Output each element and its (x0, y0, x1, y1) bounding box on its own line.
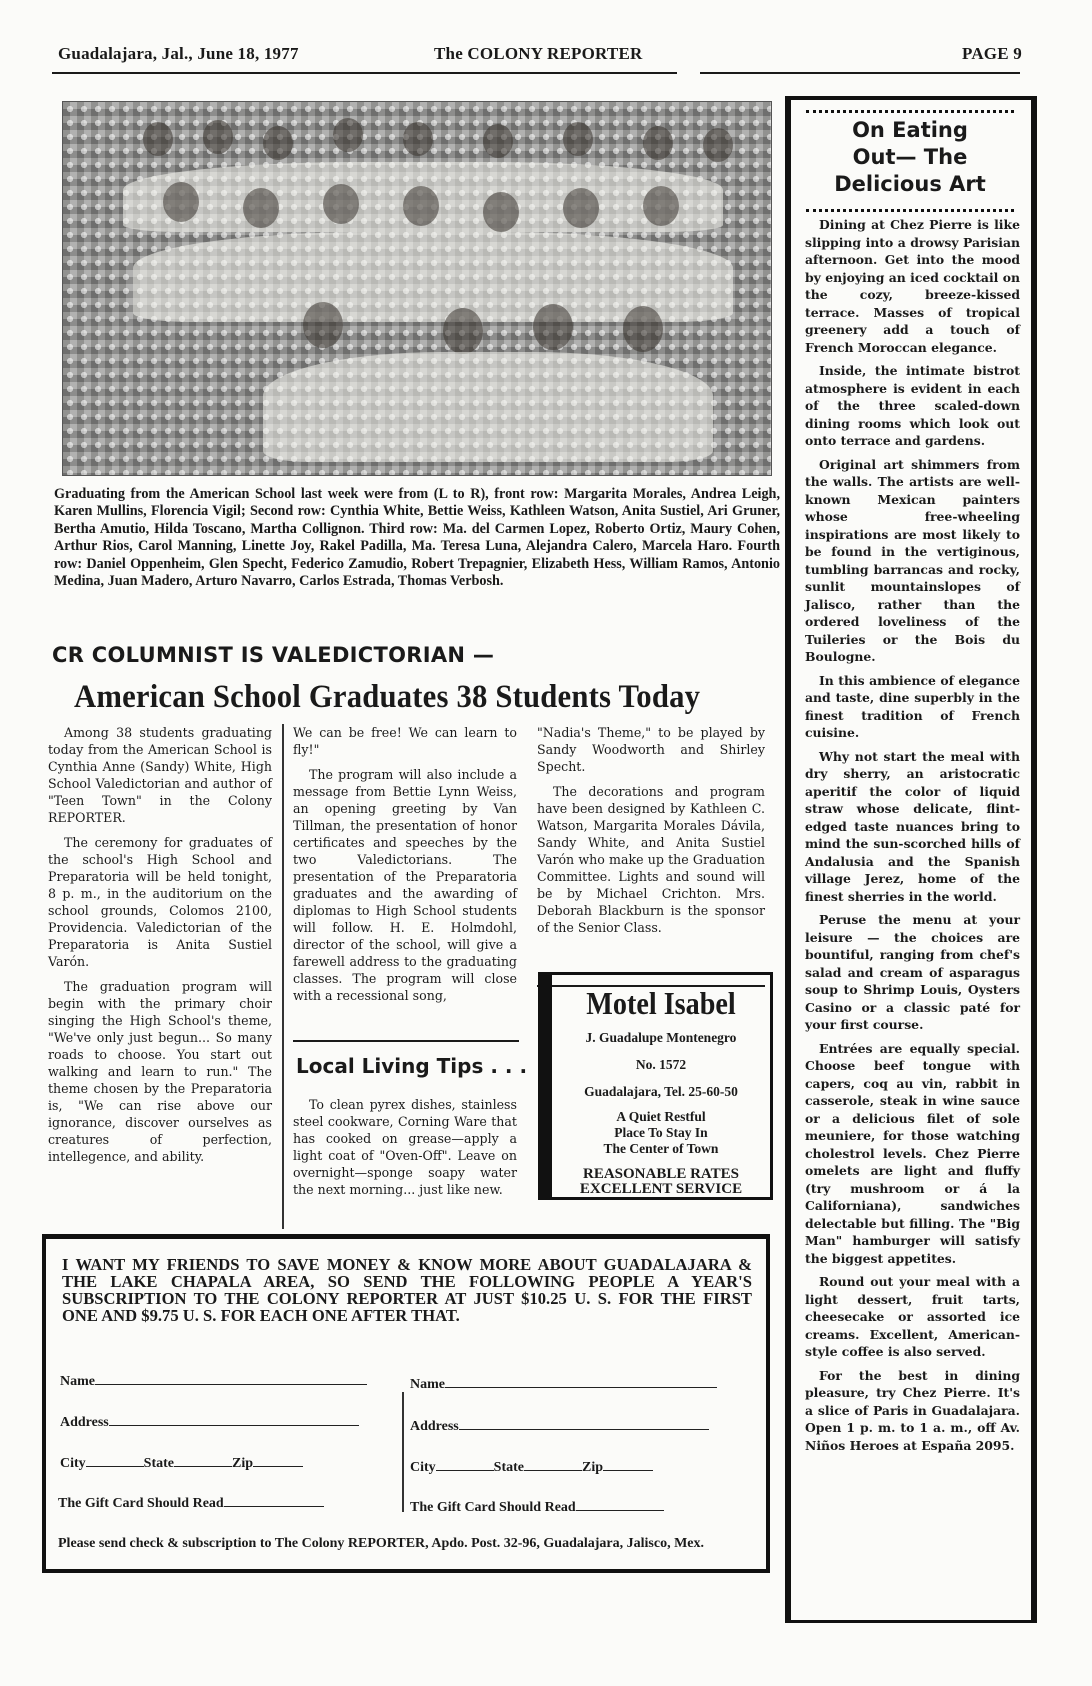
paragraph: We can be free! We can learn to fly!" (293, 725, 517, 757)
paragraph: Dining at Chez Pierre is like slipping into a drowsy Parisian afternoon. Get into the mood by enjoying an iced cocktail on the cozy, breeze-kissed terrace. Masses of tropical greenery add a touch of French Moroccan elegance. (805, 217, 1020, 355)
zip-label: Zip (582, 1460, 604, 1475)
gift-card-label: The Gift Card Should Read (58, 1496, 224, 1511)
paragraph: In this ambience of elegance and taste, dine superbly in the finest tradition of French cuisine. (805, 672, 1020, 740)
state-label: State (143, 1456, 174, 1471)
motel-tagline-3: The Center of Town (603, 1141, 719, 1156)
paragraph: "Nadia's Theme," to be played by Sandy Woodworth and Shirley Specht. (537, 725, 765, 774)
recipient-1-address-row (60, 1413, 359, 1431)
recipient-2-gift-card-row (410, 1498, 664, 1516)
recipient-1-name-row (60, 1372, 367, 1390)
motel-street: J. Guadalupe Montenegro (585, 1030, 737, 1045)
recipient-1-zip-field[interactable] (253, 1454, 303, 1467)
column-divider (282, 724, 284, 1229)
subscription-lead: I WANT MY FRIENDS TO SAVE MONEY & KNOW MORE ABOUT GUADALAJARA & THE LAKE CHAPALA AREA, SO SEND THE FOLLOWING PEOPLE A YEAR'S SUBSCRIPTION TO THE COLONY REPORTER AT JUST $10.25 U. S. FOR THE FIRST ONE AND $9.75 U. S. FOR EACH ONE AFTER THAT. (62, 1255, 752, 1325)
title-line: Delicious Art (834, 172, 986, 196)
motel-phone: Guadalajara, Tel. 25-60-50 (584, 1084, 738, 1099)
article-headline: American School Graduates 38 Students Today (74, 679, 701, 715)
page-number: PAGE 9 (962, 44, 1022, 63)
zip-label: Zip (232, 1456, 254, 1471)
city-label: City (410, 1460, 436, 1475)
motel-number: No. 1572 (635, 1057, 687, 1072)
city-label: City (60, 1456, 86, 1471)
name-label: Name (410, 1377, 445, 1392)
paragraph: The decorations and program have been designed by Kathleen C. Watson, Margarita Morales Dávila, Sandy White, and Anita Sustiel Varón who make up the Graduation Committee. Lights and sound will be by Michael Crichton. Mrs. Deborah Blackburn is the sponsor of the Senior Class. (537, 784, 765, 935)
motel-rates: REASONABLE RATES (582, 1166, 739, 1182)
motel-service: EXCELLENT SERVICE (579, 1181, 743, 1197)
address-label: Address (410, 1419, 459, 1434)
paragraph: Entrées are equally special. Choose beef tongue with capers, coq au vin, rabbit in casserole, steak in wine sauce or a delicious filet of sole meuniere, for those watching cholestrol levels. Chez Pierre omelets are light and fluffy (try mushroom or á la Californiana), sandwiches delectable but filling. The "Big Man" hamburger will satisfy the biggest appetites. (805, 1040, 1020, 1266)
paragraph: The program will also include a message from Bettie Lynn Weiss, an opening greeting by Van Tillman, the presentation of honor certificates and speeches by the two Valedictorians. The presentation of the Preparatoria graduates and the awarding of diplomas to High School students will follow. H. E. Holmdohl, director of the school, will give a farewell address to the graduating classes. The program will close with a recessional song, (293, 767, 517, 1003)
title-line: On Eating (852, 118, 968, 142)
recipient-2-state-field[interactable] (524, 1458, 582, 1471)
article-column-3 (537, 724, 765, 944)
recipient-2-city-field[interactable] (436, 1458, 494, 1471)
paragraph: Among 38 students graduating today from the American School is Cynthia Anne (Sandy) White, High School Valedictorian and author of "Teen Town" in the Colony REPORTER. (48, 725, 272, 825)
tips-rule (293, 1040, 519, 1042)
paragraph: The graduation program will begin with the primary choir singing the High School's theme, "We've only just begun... So many roads to choose. You start out walking and learn to run." The theme chosen by the Preparatoria is, "We can rise above our ignorance, discover ourselves as creatures of perfection, intellegence, and ability. (48, 979, 272, 1164)
gift-card-label: The Gift Card Should Read (410, 1500, 576, 1515)
recipient-1-address-field[interactable] (109, 1413, 359, 1426)
state-label: State (493, 1460, 524, 1475)
article-column-2 (293, 724, 517, 1012)
address-label: Address (60, 1415, 109, 1430)
recipient-1-city-row (60, 1454, 303, 1472)
recipient-2-name-field[interactable] (445, 1375, 717, 1388)
class-photo (62, 101, 772, 476)
paragraph: The ceremony for graduates of the school's High School and Preparatoria will be held tonight, 8 p. m., in the auditorium on the school grounds, Colomos 2100, Providencia. Valedictorian of the Preparatoria is Anita Sustiel Varón. (48, 835, 272, 969)
paragraph: Round out your meal with a light dessert, fruit tarts, cheesecake or assorted ice creams. Excellent, American-style coffee is also served. (805, 1274, 1020, 1359)
photo-caption: Graduating from the American School last week were from (L to R), front row: Margarita Morales, Andrea Leigh, Karen Mullins, Florencia Vigil; Second row: Cynthia White, Bettie Weiss, Kathleen Watson, Anita Sustiel, Ari Gruner, Bertha Amutio, Hilda Toscano, Martha Collignon. Third row: Ma. del Carmen Lopez, Roberto Ortiz, Maury Cohen, Arthur Rios, Carol Manning, Linette Joy, Rakel Padilla, Ma. Teresa Luna, Alejandra Calero, Marcela Haro. Fourth row: Daniel Oppenheim, Glen Specht, Federico Zamudio, Robert Trepagnier, Elizabeth Hess, William Ramos, Antonio Medina, Juan Madero, Arturo Navarro, Carlos Estrada, Thomas Verbosh. (54, 486, 780, 590)
motel-name: Motel Isabel (586, 985, 736, 1021)
article-kicker: CR COLUMNIST IS VALEDICTORIAN — (52, 643, 495, 667)
recipient-2-zip-field[interactable] (603, 1458, 653, 1471)
motel-tagline-1: A Quiet Restful (616, 1109, 706, 1124)
recipient-2-name-row (410, 1375, 717, 1393)
form-divider (402, 1392, 404, 1512)
recipient-2-address-row (410, 1417, 709, 1435)
motel-tagline-2: Place To Stay In (614, 1125, 708, 1140)
paragraph: Original art shimmers from the walls. The artists are well-known Mexican painters whose free-wheeling inspirations are most likely to be found in the vertiginous, tumbling barrancas and rocky, sunlit mountainslopes of Jalisco, rather than the ordered loveliness of the Tuileries or the Bois du Boulogne. (805, 456, 1020, 664)
recipient-1-state-field[interactable] (174, 1454, 232, 1467)
paragraph: For the best in dining pleasure, try Chez Pierre. It's a slice of Paris in Guadalajara. Open 1 p. m. to 1 a. m., off Av. Niños Heroes at España 2095. (805, 1367, 1020, 1453)
dateline: Guadalajara, Jal., June 18, 1977 (58, 44, 299, 63)
recipient-1-gift-card-row (58, 1494, 324, 1512)
tips-body (293, 1096, 517, 1206)
header-rule-right (700, 72, 1020, 74)
paragraph: Why not start the meal with dry sherry, an aristocratic aperitif the color of liquid straw whose delicate, flint-edged taste nuances bring to mind the sun-scorched hills of Andalusia and the Spanish village Jerez, home of the finest sherries in the world. (805, 748, 1020, 904)
subscription-mailing-instructions: Please send check & subscription to The Colony REPORTER, Apdo. Post. 32-96, Guadalajara, Jalisco, Mex. (58, 1536, 704, 1551)
tips-title: Local Living Tips . . . (296, 1054, 528, 1078)
paragraph: Inside, the intimate bistrot atmosphere is evident in each of the three scaled-down dining rooms which look out onto terrace and gardens. (805, 363, 1020, 448)
recipient-1-gift-card-field[interactable] (224, 1494, 324, 1507)
paragraph: To clean pyrex dishes, stainless steel cookware, Corning Ware that has cooked on grease—apply a light coat of "Oven-Off". Leave on overnight—sponge soapy water the next morning... just like new. (293, 1097, 517, 1197)
recipient-1-name-field[interactable] (95, 1372, 367, 1385)
recipient-2-city-row (410, 1458, 653, 1476)
paragraph: Peruse the menu at your leisure — the choices are bountiful, ranging from chef's salad and cream of asparagus soup to Shrimp Louis, Oysters Casino or a classic paté for your first course. (805, 912, 1020, 1032)
recipient-1-city-field[interactable] (86, 1454, 144, 1467)
name-label: Name (60, 1374, 95, 1389)
recipient-2-address-field[interactable] (459, 1417, 709, 1430)
dining-column-body (805, 216, 1020, 1460)
dining-column-title (806, 117, 1014, 198)
motel-isabel-ad (538, 972, 773, 1200)
paper-name: The COLONY REPORTER (434, 44, 643, 63)
recipient-2-gift-card-field[interactable] (576, 1498, 664, 1511)
article-column-1 (48, 724, 272, 1173)
header-rule-left (52, 72, 677, 74)
title-line: Out— The (852, 145, 968, 169)
